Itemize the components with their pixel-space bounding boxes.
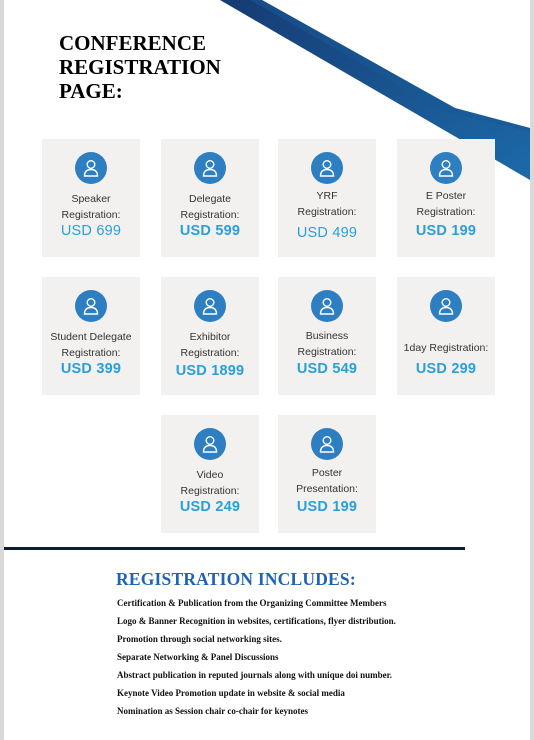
- list-item: Nomination as Session chair co-chair for keynotes: [117, 706, 309, 716]
- card-label: Business Registration:: [297, 330, 357, 358]
- card-label: YRF Registration:: [297, 190, 357, 218]
- user-icon: [311, 428, 343, 460]
- card-delegate: [161, 139, 259, 257]
- card-price: USD 399: [60, 361, 122, 377]
- card-speaker: [42, 139, 140, 257]
- card-price: USD 249: [179, 499, 241, 515]
- card-price: USD 499: [296, 225, 358, 241]
- user-icon: [311, 152, 343, 184]
- card-poster-presentation: [278, 415, 376, 533]
- card-price: USD 199: [415, 223, 477, 239]
- page-title: CONFERENCE REGISTRATION PAGE:: [59, 31, 221, 103]
- card-price: USD 1899: [175, 363, 245, 379]
- card-e-poster: [397, 139, 495, 257]
- includes-title: REGISTRATION INCLUDES:: [116, 569, 356, 589]
- card-student-delegate: [42, 277, 140, 395]
- list-item: Certification & Publication from the Organizing Committee Members: [117, 598, 387, 608]
- user-icon: [75, 152, 107, 184]
- card-label: 1day Registration:: [403, 342, 489, 354]
- card-video: [161, 415, 259, 533]
- card-yrf: [278, 139, 376, 257]
- card-price: USD 199: [296, 499, 358, 515]
- list-item: Abstract publication in reputed journals along with unique doi number.: [117, 670, 393, 680]
- section-divider: [4, 547, 465, 550]
- card-price: USD 549: [296, 361, 358, 377]
- user-icon: [194, 428, 226, 460]
- card-label: Delegate Registration:: [180, 193, 240, 221]
- page-right-edge: [530, 0, 534, 740]
- card-1day: [397, 277, 495, 395]
- card-label: E Poster Registration:: [416, 190, 476, 218]
- card-price: USD 599: [179, 223, 241, 239]
- card-price: USD 299: [415, 361, 477, 377]
- card-business: [278, 277, 376, 395]
- list-item: Promotion through social networking sites.: [117, 634, 282, 644]
- user-icon: [194, 152, 226, 184]
- includes-list: [117, 594, 396, 720]
- user-icon: [194, 290, 226, 322]
- card-label: Video Registration:: [180, 469, 240, 497]
- card-label: Speaker Registration:: [61, 193, 121, 221]
- card-label: Exhibitor Registration:: [180, 331, 240, 359]
- page-left-edge: [0, 0, 4, 740]
- list-item: Logo & Banner Recognition in websites, certifications, flyer distribution.: [117, 616, 396, 626]
- card-price: USD 699: [60, 223, 122, 239]
- user-icon: [311, 290, 343, 322]
- user-icon: [430, 290, 462, 322]
- user-icon: [430, 152, 462, 184]
- list-item: Keynote Video Promotion update in website & social media: [117, 688, 345, 698]
- card-label: Student Delegate Registration:: [50, 331, 132, 359]
- card-exhibitor: [161, 277, 259, 395]
- user-icon: [75, 290, 107, 322]
- list-item: Separate Networking & Panel Discussions: [117, 652, 279, 662]
- card-label: Poster Presentation:: [296, 467, 358, 495]
